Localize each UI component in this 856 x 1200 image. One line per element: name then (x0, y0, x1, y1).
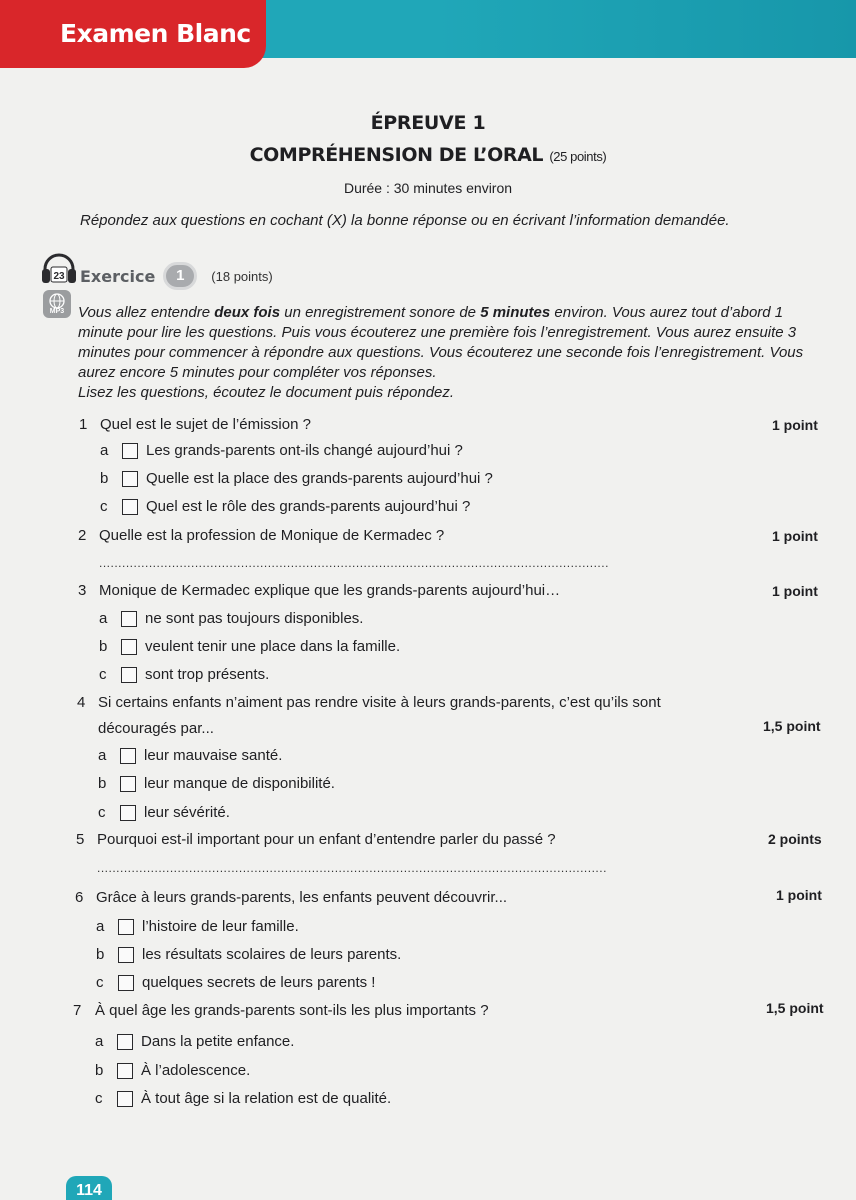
option-letter: c (100, 498, 108, 515)
option-4c[interactable] (98, 804, 230, 821)
checkbox[interactable] (118, 947, 134, 963)
question-text-continued: découragés par... (98, 720, 214, 737)
option-letter: a (98, 747, 107, 764)
exercise-header (80, 262, 273, 290)
exercise-icons (40, 252, 78, 318)
intro-bold-2: 5 minutes (480, 304, 551, 321)
checkbox[interactable] (120, 748, 136, 764)
checkbox[interactable] (118, 975, 134, 991)
checkbox[interactable] (117, 1063, 133, 1079)
intro-bold-1: deux fois (214, 304, 281, 321)
mp3-icon (43, 290, 71, 318)
option-text: Quelle est la place des grands-parents aujourd’hui ? (146, 470, 493, 487)
question-text: Pourquoi est-il important pour un enfant d’entendre parler du passé ? (97, 831, 556, 848)
option-7c[interactable] (95, 1090, 391, 1107)
option-3b[interactable] (99, 638, 400, 655)
mp3-label: MP3 (49, 308, 65, 315)
option-4b[interactable] (98, 775, 335, 792)
checkbox[interactable] (122, 443, 138, 459)
checkbox[interactable] (120, 776, 136, 792)
intro-text-1: Vous allez entendre (78, 304, 215, 321)
intro-text-2: un enregistrement sonore de (280, 304, 481, 321)
checkbox[interactable] (121, 639, 137, 655)
option-text: Quel est le rôle des grands-parents aujourd’hui ? (146, 498, 471, 515)
question-points: 1,5 point (763, 718, 821, 734)
option-text: l’histoire de leur famille. (142, 918, 299, 935)
epreuve-title: ÉPREUVE 1 (370, 112, 486, 134)
option-text: leur sévérité. (144, 804, 230, 821)
question-text: Monique de Kermadec explique que les grands-parents aujourd’hui… (99, 582, 561, 599)
option-3c[interactable] (99, 666, 269, 683)
checkbox[interactable] (122, 499, 138, 515)
option-text: Les grands-parents ont-ils changé aujourd’hui ? (146, 442, 463, 459)
headphone-icon (40, 252, 78, 286)
option-1a[interactable] (100, 442, 463, 459)
option-letter: b (99, 638, 108, 655)
instructions: Répondez aux questions en cochant (X) la bonne réponse ou en écrivant l’information demandée. (80, 212, 730, 229)
question-points: 1 point (776, 887, 822, 903)
option-letter: b (100, 470, 109, 487)
option-6c[interactable] (96, 974, 375, 991)
option-letter: c (98, 804, 106, 821)
intro-last-line: Lisez les questions, écoutez le document puis répondez. (78, 384, 455, 401)
question-number: 4 (77, 694, 86, 711)
question-text: Grâce à leurs grands-parents, les enfants peuvent découvrir... (96, 889, 508, 906)
option-text: leur manque de disponibilité. (144, 775, 335, 792)
answer-line[interactable]: ..................................................................................................................................... (97, 861, 607, 875)
question-points: 1 point (772, 583, 818, 599)
title-block (0, 112, 856, 196)
question-number: 6 (75, 889, 84, 906)
option-text: quelques secrets de leurs parents ! (142, 974, 376, 991)
option-letter: a (100, 442, 109, 459)
option-letter: a (96, 918, 105, 935)
exercise-label: Exercice (80, 266, 156, 286)
question-number: 5 (76, 831, 85, 848)
checkbox[interactable] (117, 1091, 133, 1107)
question-number: 7 (73, 1002, 82, 1019)
question-number: 3 (78, 582, 87, 599)
option-text: veulent tenir une place dans la famille. (145, 638, 401, 655)
option-letter: a (99, 610, 108, 627)
checkbox[interactable] (118, 919, 134, 935)
option-letter: c (99, 666, 107, 683)
subtitle-text: COMPRÉHENSION DE L’ORAL (249, 144, 544, 166)
option-6a[interactable] (96, 918, 299, 935)
banner-shade (436, 0, 856, 58)
question-number: 1 (79, 416, 88, 433)
option-text: les résultats scolaires de leurs parents. (142, 946, 402, 963)
option-3a[interactable] (99, 610, 363, 627)
option-text: sont trop présents. (145, 666, 270, 683)
exercise-intro (78, 303, 818, 403)
option-letter: b (95, 1062, 104, 1079)
exercise-number-badge: 1 (163, 262, 197, 290)
option-text: À l’adolescence. (141, 1062, 251, 1079)
checkbox[interactable] (121, 667, 137, 683)
checkbox[interactable] (117, 1034, 133, 1050)
question-text: À quel âge les grands-parents sont-ils les plus importants ? (95, 1002, 489, 1019)
option-6b[interactable] (96, 946, 401, 963)
section-tab: Examen Blanc (0, 0, 266, 68)
option-letter: b (96, 946, 105, 963)
question-points: 1 point (772, 417, 818, 433)
option-4a[interactable] (98, 747, 282, 764)
epreuve-subtitle (0, 144, 856, 166)
question-text: Quelle est la profession de Monique de Kermadec ? (99, 527, 445, 544)
option-text: leur mauvaise santé. (144, 747, 283, 764)
question-number: 2 (78, 527, 87, 544)
option-7a[interactable] (95, 1033, 294, 1050)
track-number: 23 (53, 271, 65, 282)
question-points: 1,5 point (766, 1000, 824, 1016)
option-letter: c (96, 974, 104, 991)
option-letter: a (95, 1033, 104, 1050)
option-1c[interactable] (100, 498, 470, 515)
duration: Durée : 30 minutes environ (343, 180, 513, 196)
option-letter: c (95, 1090, 103, 1107)
option-text: À tout âge si la relation est de qualité. (141, 1090, 392, 1107)
checkbox[interactable] (121, 611, 137, 627)
page-number: 114 (66, 1176, 112, 1200)
question-text: Quel est le sujet de l’émission ? (100, 416, 311, 433)
option-letter: b (98, 775, 107, 792)
exercise-points: (18 points) (211, 268, 273, 284)
option-text: Dans la petite enfance. (141, 1033, 295, 1050)
question-text: Si certains enfants n’aiment pas rendre visite à leurs grands-parents, c’est qu’ils sont (98, 694, 661, 711)
option-text: ne sont pas toujours disponibles. (145, 610, 364, 627)
checkbox[interactable] (122, 471, 138, 487)
question-points: 2 points (768, 831, 822, 847)
option-1b[interactable] (100, 470, 493, 487)
question-points: 1 point (772, 528, 818, 544)
subtitle-points: (25 points) (549, 149, 607, 164)
intro-text-3: environ. Vous aurez tout d’abord 1 minute pour lire les questions. Puis vous écouterez une première fois l’enregistrement. Vous aurez ensuite 3 minutes pour commencer à répondre aux questions. Vous écouterez une seconde fois l’enregistrement. Vous aurez encore 5 minutes pour compléter vos réponses. (78, 304, 804, 381)
option-7b[interactable] (95, 1062, 250, 1079)
answer-line[interactable]: ..................................................................................................................................... (99, 556, 609, 570)
checkbox[interactable] (120, 805, 136, 821)
